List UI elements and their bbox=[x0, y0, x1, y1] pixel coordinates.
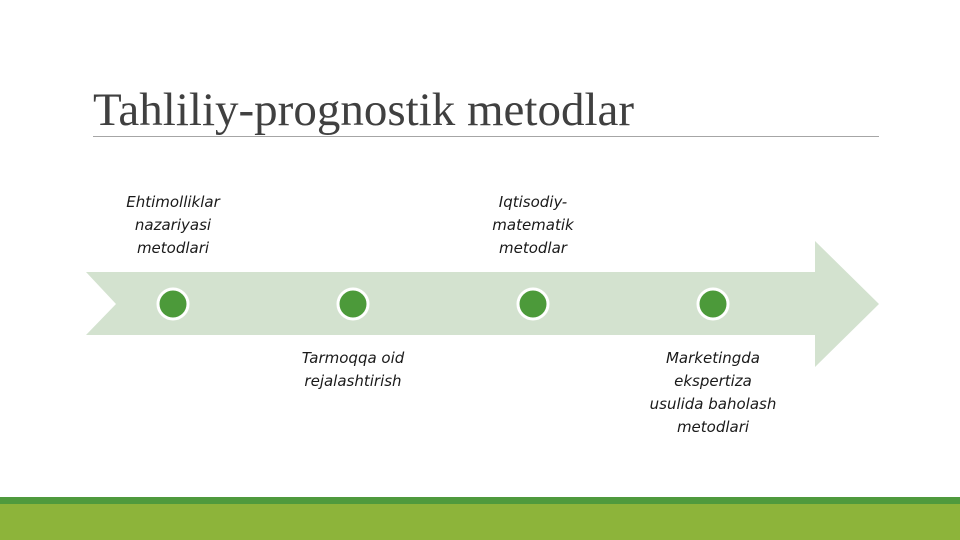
timeline-label-line: rejalashtirish bbox=[304, 372, 402, 390]
timeline-node-2 bbox=[338, 289, 368, 319]
timeline-label-line: Tarmoqqa oid bbox=[301, 349, 405, 367]
timeline-label-line: Marketingda bbox=[665, 349, 760, 367]
timeline-label-line: nazariyasi bbox=[134, 216, 212, 234]
timeline-label-line: metodlari bbox=[136, 239, 210, 257]
timeline-label-line: Ehtimolliklar bbox=[126, 193, 220, 211]
timeline-label-line: metodlar bbox=[499, 239, 567, 257]
timeline-label-4 bbox=[628, 347, 798, 439]
timeline-label-1 bbox=[88, 191, 258, 260]
timeline-node-3 bbox=[518, 289, 548, 319]
slide-title: Tahliliy-prognostik metodlar bbox=[93, 84, 635, 136]
timeline-label-line: metodlari bbox=[676, 418, 750, 436]
timeline-label-line: usulida baholash bbox=[649, 395, 777, 413]
footer-band-accent bbox=[0, 497, 960, 504]
timeline-node-1 bbox=[158, 289, 188, 319]
timeline-label-line: matematik bbox=[492, 216, 574, 234]
timeline-node-4 bbox=[698, 289, 728, 319]
timeline-label-line: ekspertiza bbox=[674, 372, 752, 390]
timeline-label-3 bbox=[448, 191, 618, 260]
timeline-label-line: Iqtisodiy- bbox=[498, 193, 568, 211]
timeline-label-2 bbox=[268, 347, 438, 393]
